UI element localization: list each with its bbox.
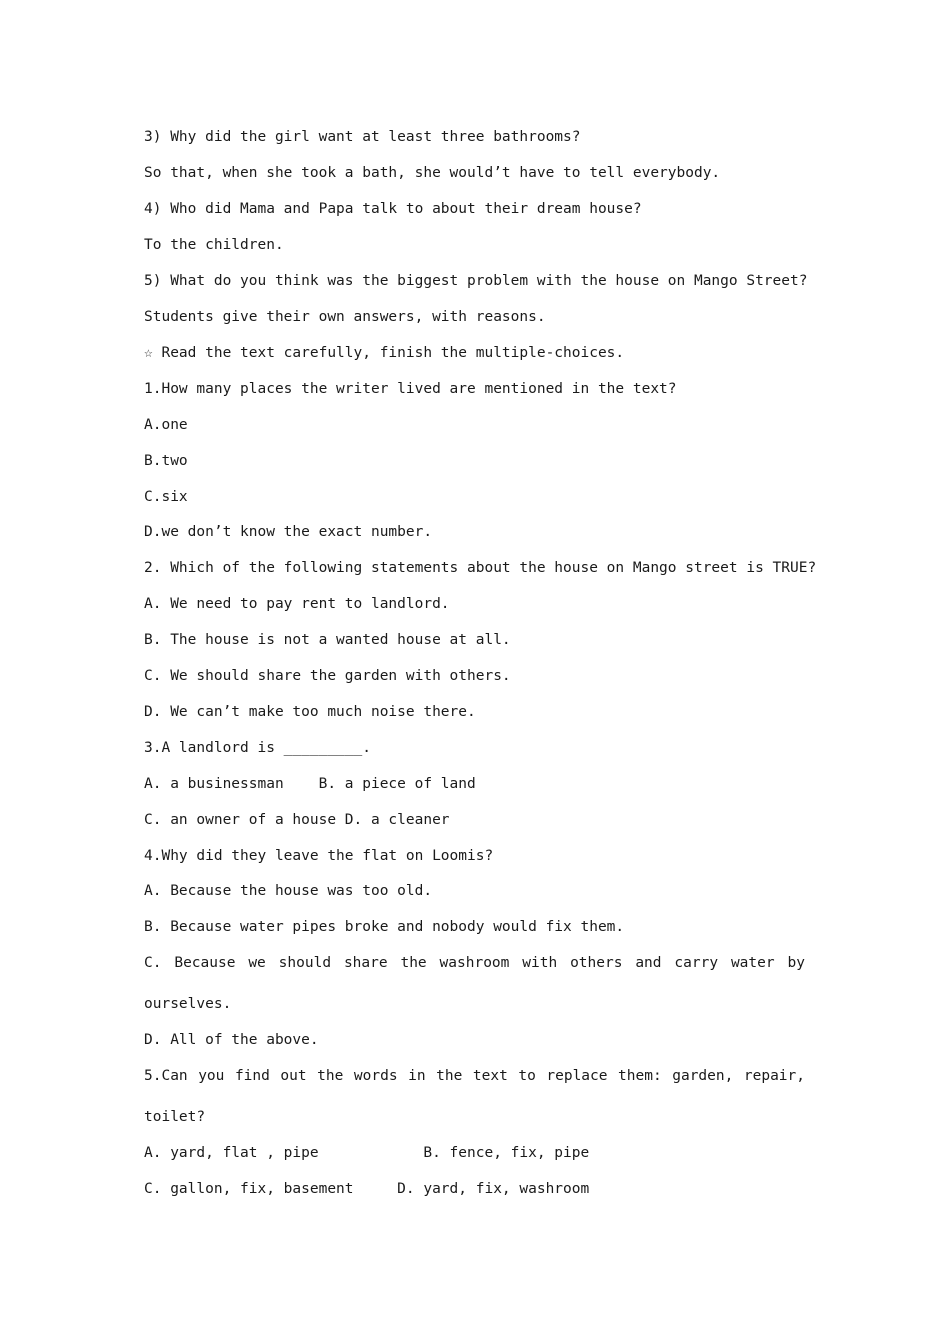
mc4-option-c [144,953,805,973]
justified-word: garden, [672,1068,734,1084]
mc3-options-ab: A. a businessman B. a piece of land [144,776,476,792]
justified-word: find [234,1068,270,1084]
mc2-option-a: A. We need to pay rent to landlord. [144,596,450,612]
justified-word: and [635,955,662,971]
justified-word: carry [674,955,719,971]
justified-word: Because [174,955,236,971]
mc1-option-b: B.two [144,453,188,469]
justified-word: the [317,1068,344,1084]
section-heading: ☆ Read the text carefully, finish the multiple-choices. [144,345,625,361]
mc2-option-c: C. We should share the garden with others. [144,668,511,684]
mc3-options-cd: C. an owner of a house D. a cleaner [144,812,450,828]
justified-word: the [436,1068,463,1084]
justified-word: water [730,955,775,971]
mc4-option-d: D. All of the above. [144,1032,319,1048]
justified-word: share [343,955,388,971]
mc1-option-a: A.one [144,417,188,433]
mc-question-1: 1.How many places the writer lived are mentioned in the text? [144,381,677,397]
justified-word: should [278,955,332,971]
mc5-options-ab: A. yard, flat , pipe B. fence, fix, pipe [144,1145,590,1161]
mc4-option-a: A. Because the house was too old. [144,883,433,899]
justified-word: with [522,955,558,971]
answer-5: Students give their own answers, with reasons. [144,309,546,325]
justified-word: replace [546,1068,608,1084]
answer-3: So that, when she took a bath, she would’t have to tell everybody. [144,165,721,181]
mc-question-5 [144,1066,805,1086]
justified-word: words [353,1068,398,1084]
mc-question-4: 4.Why did they leave the flat on Loomis? [144,848,494,864]
justified-word: 5.Can [144,1068,188,1084]
justified-word: by [787,955,805,971]
question-3: 3) Why did the girl want at least three bathrooms? [144,129,581,145]
mc-question-2: 2. Which of the following statements about the house on Mango street is TRUE? [144,560,817,576]
mc2-option-d: D. We can’t make too much noise there. [144,704,476,720]
justified-word: them: [618,1068,662,1084]
justified-word: washroom [439,955,510,971]
justified-word: in [408,1068,426,1084]
justified-word: C. [144,955,162,971]
justified-word: repair, [743,1068,805,1084]
mc2-option-b: B. The house is not a wanted house at all. [144,632,511,648]
justified-word: to [518,1068,536,1084]
justified-word: the [400,955,427,971]
question-5: 5) What do you think was the biggest problem with the house on Mango Street? [144,273,808,289]
mc4-option-c-continued: ourselves. [144,996,232,1012]
justified-word: out [280,1068,307,1084]
answer-4: To the children. [144,237,284,253]
mc1-option-d: D.we don’t know the exact number. [144,524,433,540]
mc1-option-c: C.six [144,489,188,505]
mc5-options-cd: C. gallon, fix, basement D. yard, fix, washroom [144,1181,590,1197]
justified-word: text [472,1068,508,1084]
mc4-option-b: B. Because water pipes broke and nobody would fix them. [144,919,625,935]
mc-question-5-continued: toilet? [144,1109,206,1125]
mc-question-3: 3.A landlord is _________. [144,740,371,756]
justified-word: you [198,1068,225,1084]
justified-word: we [248,955,266,971]
question-4: 4) Who did Mama and Papa talk to about their dream house? [144,201,642,217]
justified-word: others [570,955,623,971]
